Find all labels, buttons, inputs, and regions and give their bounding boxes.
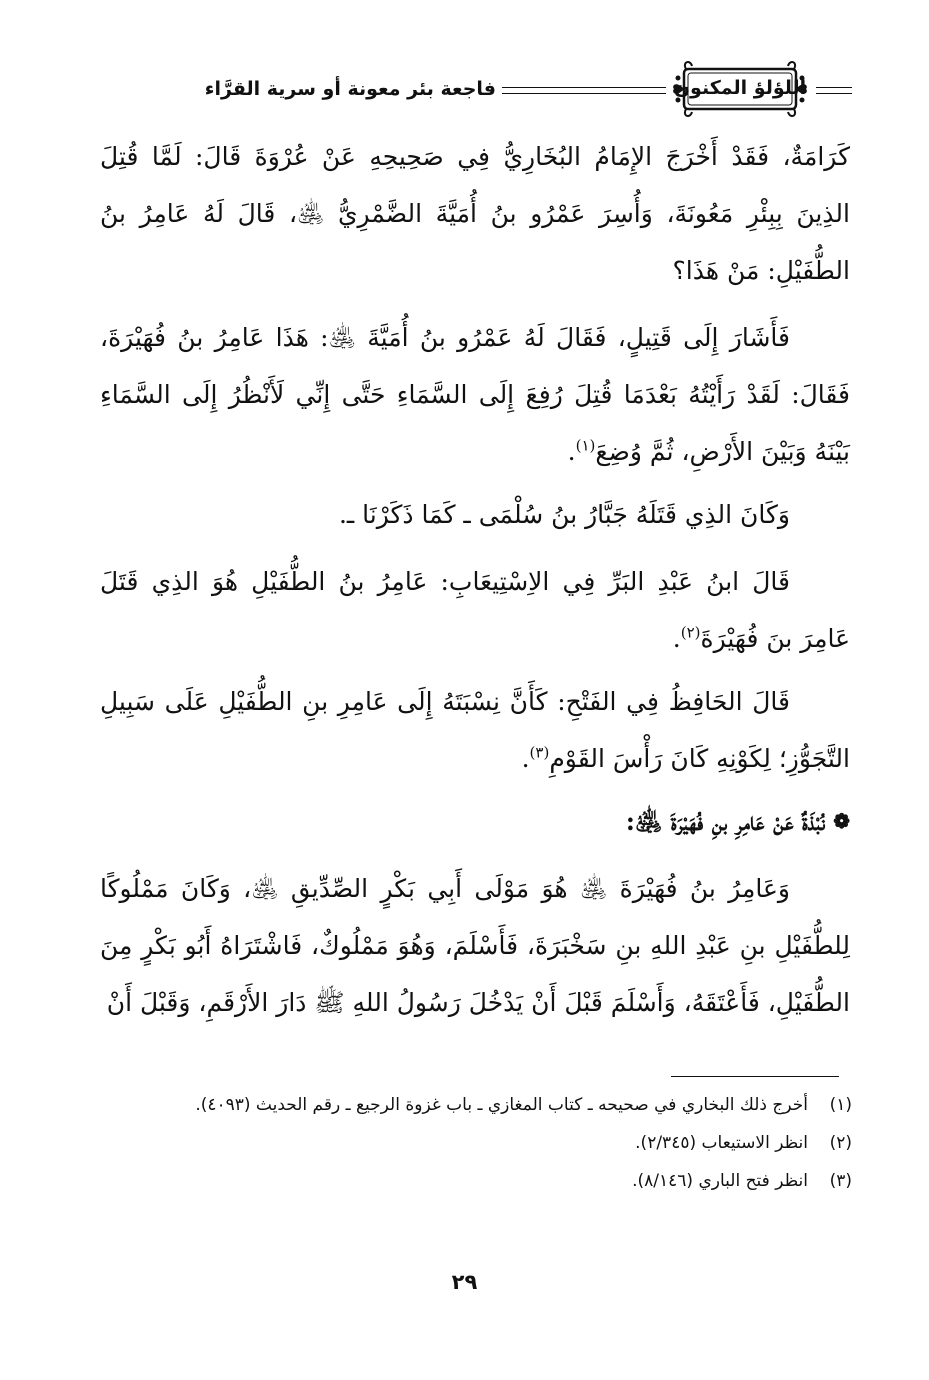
paragraph-2	[100, 309, 850, 480]
paragraph-1: كَرَامَةٌ، فَقَدْ أَخْرَجَ الإِمَامُ البُخَارِيُّ فِي صَحِيحِهِ عَنْ عُرْوَةَ قَالَ: لَمَّا قُتِلَ الذِينَ بِبِئْرِ مَعُونَةَ، وَأُسِرَ عَمْرُو بنُ أُمَيَّةَ الضَّمْرِيُّ ﵁، قَالَ لَهُ عَامِرُ بنُ الطُّفَيْلِ: مَنْ هَذَا؟	[100, 142, 850, 285]
paragraph-2-text: فَأَشَارَ إِلَى قَتِيلٍ، فَقَالَ لَهُ عَمْرُو بنُ أُمَيَّةَ ﵁: هَذَا عَامِرُ بنُ فُهَيْرَةَ، فَقَالَ: لَقَدْ رَأَيْتُهُ بَعْدَمَا قُتِلَ رُفِعَ إِلَى السَّمَاءِ حَتَّى إِنِّي لَأَنْظُرُ إِلَى السَّمَاءِ بَيْنَهُ وَبَيْنَ الأَرْضِ، ثُمَّ وُضِعَ	[100, 323, 850, 466]
footnotes	[100, 1086, 852, 1200]
page-number: ٢٩	[451, 1270, 478, 1294]
book-title: اللؤلؤ المكنون	[673, 77, 807, 99]
footnote-text: انظر الاستيعاب (٢/٣٤٥).	[635, 1133, 808, 1153]
footnote-number: (٢)	[829, 1133, 852, 1153]
footnote-ref-1[interactable]: (١)	[575, 436, 596, 455]
header-rule-middle	[502, 87, 666, 94]
paragraph-4-text: قَالَ ابنُ عَبْدِ البَرِّ فِي الاِسْتِيعَابِ: عَامِرُ بنُ الطُّفَيْلِ هُوَ الذِي قَتَلَ عَامِرَ بنَ فُهَيْرَةَ	[100, 567, 850, 653]
paragraph-2-end: .	[567, 437, 576, 466]
section-heading-text: نُبْذَةٌ عَنْ عَامِرِ بنِ فُهَيْرَةَ ﵁:	[625, 807, 826, 836]
footnote-ref-2[interactable]: (٢)	[680, 623, 701, 642]
paragraph-3: وَكَانَ الذِي قَتَلَهُ جَبَّارُ بنُ سُلْمَى ـ كَمَا ذَكَرْنَا ـ.	[338, 500, 790, 529]
paragraph-4	[100, 553, 850, 667]
running-header	[92, 56, 852, 122]
paragraph-6: وَعَامِرُ بنُ فُهَيْرَةَ ﵁ هُوَ مَوْلَى أَبِي بَكْرٍ الصِّدِّيقِ ﵁، وَكَانَ مَمْلُوكًا لِلطُّفَيْلِ بنِ عَبْدِ اللهِ بنِ سَخْبَرَةَ، فَأَسْلَمَ، وَهُوَ مَمْلُوكٌ، فَاشْتَرَاهُ أَبُو بَكْرٍ مِنَ الطُّفَيْلِ، فَأَعْتَقَهُ، وَأَسْلَمَ قَبْلَ أَنْ يَدْخُلَ رَسُولُ اللهِ ﷺ دَارَ الأَرْقَمِ، وَقَبْلَ أَنْ	[100, 874, 850, 1017]
chapter-title: فاجعة بئر معونة أو سرية القرَّاء	[204, 78, 496, 100]
main-text	[100, 128, 850, 1041]
scroll-frame-ornament-icon	[668, 56, 812, 122]
footnote-ref-3[interactable]: (٣)	[529, 743, 550, 762]
flower-ornament-icon: ❁	[833, 809, 850, 833]
header-rule-right	[816, 87, 852, 94]
footnote-2	[100, 1124, 852, 1162]
footnote-text: أخرج ذلك البخاري في صحيحه ـ كتاب المغازي ـ باب غزوة الرجيع ـ رقم الحديث (٤٠٩٣).	[195, 1095, 808, 1115]
paragraph-4-end: .	[672, 624, 681, 653]
footnote-number: (٣)	[829, 1171, 852, 1191]
footnote-separator	[671, 1076, 839, 1077]
footnote-number: (١)	[829, 1095, 852, 1115]
section-heading	[100, 793, 850, 850]
paragraph-5-end: .	[521, 744, 530, 773]
footnote-3	[100, 1162, 852, 1200]
footnote-1	[100, 1086, 852, 1124]
paragraph-5	[100, 673, 850, 787]
paragraph-5-text: قَالَ الحَافِظُ فِي الفَتْحِ: كَأَنَّ نِسْبَتَهُ إِلَى عَامِرِ بنِ الطُّفَيْلِ عَلَى سَبِيلِ التَّجَوُّزِ؛ لِكَوْنِهِ كَانَ رَأْسَ القَوْمِ	[100, 687, 850, 773]
footnote-text: انظر فتح الباري (٨/١٤٦).	[632, 1171, 808, 1191]
